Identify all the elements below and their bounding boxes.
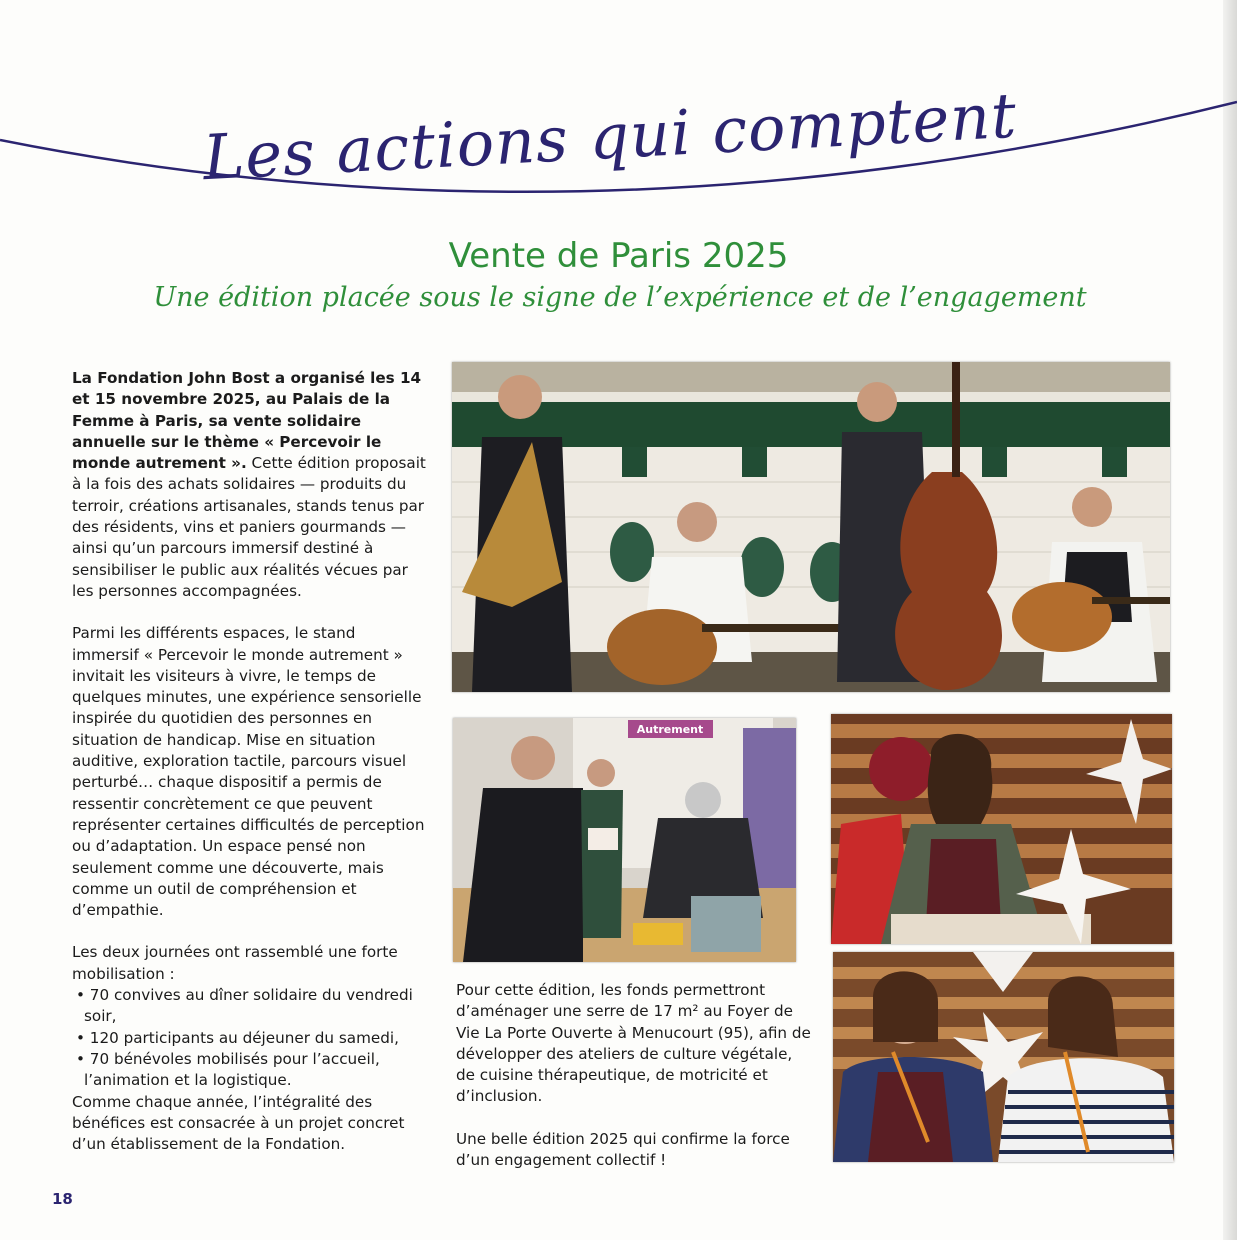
- stats-list: [72, 985, 427, 1091]
- mobilisation-intro: Les deux journées ont rassemblé une forte mobilisation :: [72, 943, 398, 983]
- funds-paragraph: Pour cette édition, les fonds permettront d’aménager une serre de 17 m² au Foyer de Vie La Porte Ouverte à Menucourt (95), afin de développer des ateliers de culture végétale, de cuisine thérapeutique, de motricité et d’inclusion.: [456, 981, 811, 1106]
- article-tagline: Une édition placée sous le signe de l’expérience et de l’engagement: [153, 282, 1087, 313]
- page-number: 18: [52, 1190, 73, 1208]
- volunteers-photo: [833, 952, 1174, 1162]
- intro-text: Cette édition proposait à la fois des achats solidaires — produits du terroir, créations artisanales, stands tenus par des résidents, vins et paniers gourmands — ainsi qu’un parcours immersif destiné à sensibiliser le public aux réalités vécues par les personnes accompagnées.: [72, 454, 426, 600]
- lead-text: La Fondation John Bost a organisé les 14 et 15 novembre 2025, au Palais de la Femme à Paris, sa vente solidaire annuelle sur le thème « Percevoir le monde autrement ».: [72, 369, 422, 473]
- closing-text: Comme chaque année, l’intégralité des bénéfices est consacrée à un projet concret d’un établissement de la Fondation.: [72, 1092, 405, 1154]
- experience-paragraph: Parmi les différents espaces, le stand immersif « Percevoir le monde autrement » invitait les visiteurs à vivre, le temps de quelques minutes, une expérience sensorielle inspirée du quotidien des personnes en situation de handicap. Mise en situation auditive, exploration tactile, parcours visuel perturbé… chaque dispositif a permis de ressentir concrètement ce que peuvent représenter certaines difficultés de perception ou d’adaptation. Un espace pensé non seulement comme une découverte, mais comme un outil de compréhension et d’empathie.: [72, 624, 425, 920]
- article-mid-column: [456, 980, 816, 1192]
- mobilisation-block: [72, 942, 427, 1155]
- stat-item: • 70 bénévoles mobilisés pour l’accueil, l’animation et la logistique.: [72, 1049, 427, 1092]
- stand-banner-text: Autrement: [636, 723, 704, 736]
- immersive-stand-photo: [453, 718, 796, 962]
- conclusion-paragraph: Une belle édition 2025 qui confirme la force d’un engagement collectif !: [456, 1129, 790, 1170]
- craft-workshop-photo: [831, 714, 1172, 944]
- article-left-column: [72, 368, 427, 1155]
- stat-item: • 70 convives au dîner solidaire du vendredi soir,: [72, 985, 427, 1028]
- article-subtitle: Vente de Paris 2025: [448, 236, 789, 276]
- band-photo: [452, 362, 1170, 692]
- page-title: Les actions qui comptent: [201, 78, 1019, 195]
- stat-item: • 120 participants au déjeuner du samedi,: [72, 1028, 427, 1049]
- intro-paragraph: [72, 368, 427, 602]
